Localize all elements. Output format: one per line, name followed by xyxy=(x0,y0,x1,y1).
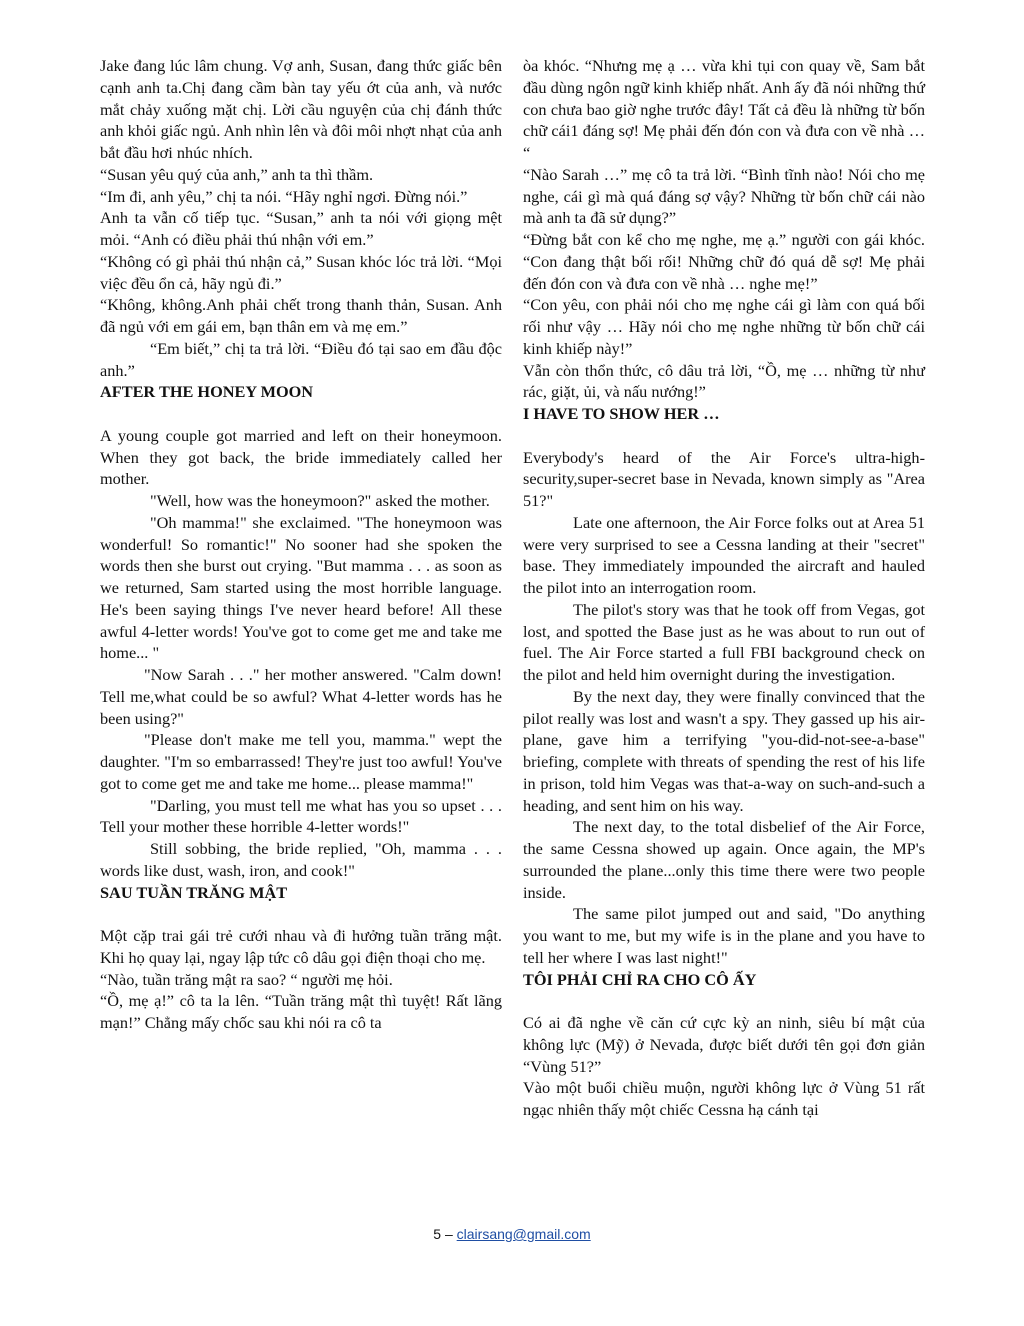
paragraph: Everybody's heard of the Air Force's ultra-high-security,super-secret base in Nevada, known simply as "Area 51?" xyxy=(523,447,925,510)
paragraph: “Im đi, anh yêu,” chị ta nói. “Hãy nghỉ ngơi. Đừng nói.” xyxy=(100,186,468,206)
paragraph: Vẫn còn thổn thức, cô dâu trả lời, “Ồ, mẹ … những từ như rác, giặt, ủi, và nấu nướng!” xyxy=(523,360,925,402)
spacer xyxy=(523,425,925,447)
paragraph: Anh ta vẫn cố tiếp tục. “Susan,” anh ta nói với giọng mệt mỏi. “Anh có điều phải thú nhận với em.” xyxy=(100,208,502,249)
paragraph: "Darling, you must tell me what has you so upset . . . Tell your mother these horrible 4-letter words!" xyxy=(100,795,502,837)
paragraph: Có ai đã nghe về căn cứ cực kỳ an ninh, siêu bí mật của không lực (Mỹ) ở Nevada, được biết dưới tên gọi đơn giản “Vùng 51?” xyxy=(523,1013,925,1076)
left-column xyxy=(100,55,502,1034)
paragraph: Still sobbing, the bride replied, "Oh, mamma . . . words like dust, wash, iron, and cook!" xyxy=(100,839,502,880)
paragraph: “Nào, tuần trăng mật ra sao? “ người mẹ hỏi. xyxy=(100,969,393,989)
paragraph: The pilot's story was that he took off from Vegas, got lost, and spotted the Base just as he was about to run out of fuel. The Air Force started a full FBI background check on the pilot and held him overnight during the investigation. xyxy=(523,599,925,684)
paragraph: “Không, không.Anh phải chết trong thanh thản, Susan. Anh đã ngủ với em gái em, bạn thân em và mẹ em.” xyxy=(100,295,502,336)
paragraph: The same pilot jumped out and said, "Do anything you want to me, but my wife is in the plane and you have to tell her where I was last night!" xyxy=(523,904,925,967)
paragraph: “Susan yêu quý của anh,” anh ta thì thầm. xyxy=(100,164,374,184)
paragraph: Jake đang lúc lâm chung. Vợ anh, Susan, đang thức giấc bên cạnh anh ta.Chị đang cầm bàn tay yếu ớt của anh, và nước mắt chảy xuống mặt chị. Lời cầu nguyện của chị đánh thức anh khỏi giấc ngủ. Anh nhìn lên và đôi môi nhợt nhạt của anh bắt đầu hơi nhúc nhích. xyxy=(100,56,502,162)
paragraph: By the next day, they were finally convinced that the pilot really was lost and wasn't a spy. They gassed up his air-plane, gave him a terrifying "you-did-not-see-a-base" briefing, complete with threats of spending the rest of his life in prison, told him Vegas was that-a-way on such-and-such a heading, and sent him on his way. xyxy=(523,686,925,815)
paragraph: Late one afternoon, the Air Force folks out at Area 51 were very surprised to see a Cessna landing at their "secret" base. They immediately impounded the aircraft and hauled the pilot into an interrogation room. xyxy=(523,512,925,597)
paragraph: Vào một buổi chiều muộn, người không lực ở Vùng 51 rất ngạc nhiên thấy một chiếc Cessna hạ cánh tại xyxy=(523,1078,925,1119)
paragraph: The next day, to the total disbelief of the Air Force, the same Cessna showed up again. Once again, the MP's surrounded the plane...only this time there were two people inside. xyxy=(523,817,925,902)
paragraph: Một cặp trai gái trẻ cưới nhau và đi hưởng tuần trăng mật. Khi họ quay lại, ngay lập tức cô dâu gọi điện thoại cho mẹ. xyxy=(100,926,502,967)
paragraph: “Không có gì phải thú nhận cả,” Susan khóc lóc trả lời. “Mọi việc đều ổn cả, hãy ngủ đi.” xyxy=(100,251,502,293)
paragraph: "Well, how was the honeymoon?" asked the mother. xyxy=(150,491,490,510)
spacer xyxy=(100,403,502,425)
paragraph: “Ồ, mẹ ạ!” cô ta la lên. “Tuần trăng mật thì tuyệt! Rất lãng mạn!” Chẳng mấy chốc sau khi nói ra cô ta xyxy=(100,991,502,1032)
right-column xyxy=(523,55,925,1121)
spacer xyxy=(523,990,925,1012)
paragraph: "Oh mamma!" she exclaimed. "The honeymoon was wonderful! So romantic!" No sooner had she spoken the words then she burst out crying. "But mamma . . . as soon as we returned, Sam started using the most horrible language. He's been saying things I've never heard before! All these awful 4-letter words! You've got to come get me and take me home... " xyxy=(100,512,502,663)
paragraph: “Đừng bắt con kể cho mẹ nghe, mẹ ạ.” người con gái khóc. “Con đang thật bối rối! Những chữ đó quá dễ sợ! Mẹ phải đến đón con và đưa con về nhà … nghe mẹ!” xyxy=(523,230,925,293)
page-number: 5 – xyxy=(433,1226,457,1242)
paragraph: "Now Sarah . . ." her mother answered. "Calm down! Tell me,what could be so awful? What 4-letter words has he been using?" xyxy=(100,665,502,728)
section-heading: TÔI PHẢI CHỈ RA CHO CÔ ẤY xyxy=(523,969,757,989)
paragraph: òa khóc. “Nhưng mẹ ạ … vừa khi tụi con quay về, Sam bắt đầu dùng ngôn ngữ kinh khiếp nhất. Anh ấy đã nói những thứ con chưa bao giờ nghe trước đây! Tất cả đều là những từ bốn chữ cái1 đáng sợ! Mẹ phải đến đón con và đưa con về nhà … “ xyxy=(523,56,925,162)
section-heading: AFTER THE HONEY MOON xyxy=(100,382,314,402)
section-heading: I HAVE TO SHOW HER … xyxy=(523,404,720,423)
paragraph: A young couple got married and left on their honeymoon. When they got back, the bride immediately called her mother. xyxy=(100,425,502,489)
page-footer xyxy=(0,1226,1024,1242)
email-link[interactable]: clairsang@gmail.com xyxy=(456,1226,591,1242)
section-heading: SAU TUẦN TRĂNG MẬT xyxy=(100,882,288,902)
paragraph: "Please don't make me tell you, mamma." wept the daughter. "I'm so embarrassed! They're just too awful! You've got to come get me and take me home... please mamma!" xyxy=(100,730,502,793)
paragraph: “Con yêu, con phải nói cho mẹ nghe cái gì làm con quá bối rối như vậy … Hãy nói cho mẹ nghe những từ bốn chữ cái kinh khiếp này!” xyxy=(523,295,925,358)
paragraph: “Em biết,” chị ta trả lời. “Điều đó tại sao em đầu độc anh.” xyxy=(100,338,502,380)
paragraph: “Nào Sarah …” mẹ cô ta trả lời. “Bình tĩnh nào! Nói cho mẹ nghe, cái gì mà quá đáng sợ vậy? Những từ bốn chữ cái nào mà anh ta đã sử dụng?” xyxy=(523,164,925,228)
spacer xyxy=(100,903,502,925)
